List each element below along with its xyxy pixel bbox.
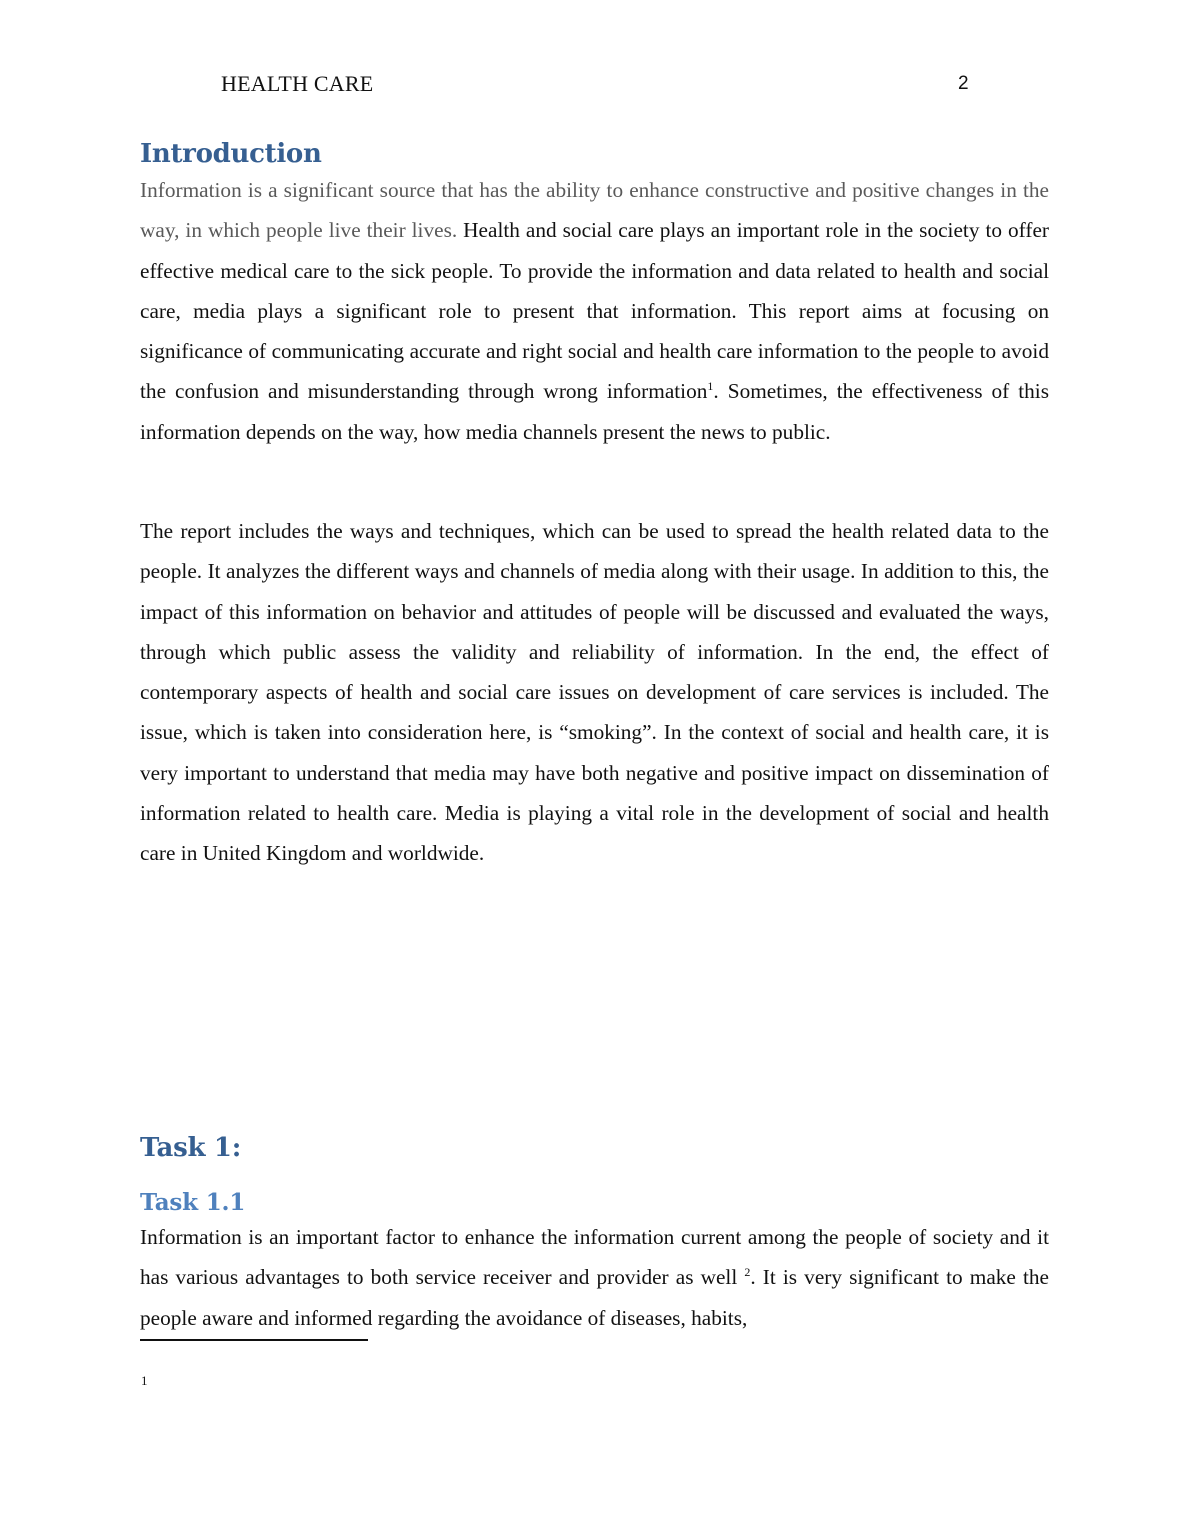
footnote-ref-2[interactable]: 2 [744, 1265, 751, 1280]
page-number: 2 [958, 73, 969, 94]
task1-heading: Task 1: [140, 1133, 241, 1163]
task1-1-heading: Task 1.1 [140, 1189, 246, 1216]
intro-text-b: . Sometimes, the effectiveness of this information depends on the way, how media channels present the news to public. [140, 379, 1049, 444]
running-head: HEALTH CARE [221, 71, 374, 96]
intro-gray-text: Information is a significant source that has the ability to enhance constructive and positive changes in the way, in which people live their lives. [140, 178, 1049, 243]
task1-text-a: Information is an important factor to enhance the information current among the people of society and it has various advantages to both service receiver and provider as well [140, 1225, 1049, 1290]
introduction-heading: Introduction [140, 139, 322, 169]
intro-text-a: Health and social care plays an important role in the society to offer effective medical care to the sick people. To provide the information and data related to health and social care, media plays a significant role to present that information. This report aims at focusing on significance of communicating accurate and right social and health care information to the people to avoid the confusion and misunderstanding through wrong information [140, 218, 1049, 404]
introduction-paragraph-2: The report includes the ways and techniques, which can be used to spread the health related data to the people. It analyzes the different ways and channels of media along with their usage. In addition to this, the impact of this information on behavior and attitudes of people will be discussed and evaluated the ways, through which public assess the validity and reliability of information. In the end, the effect of contemporary aspects of health and social care issues on development of care services is included. The issue, which is taken into consideration here, is “smoking”. In the context of social and health care, it is very important to understand that media may have both negative and positive impact on dissemination of information related to health care. Media is playing a vital role in the development of social and health care in United Kingdom and worldwide. [140, 519, 1049, 866]
task1-text-b: . It is very significant to make the people aware and informed regarding the avoidance of diseases, habits, [140, 1265, 1049, 1330]
footnote-ref-1[interactable]: 1 [707, 379, 714, 394]
introduction-paragraph-1 [140, 170, 1049, 452]
task1-paragraph-1 [140, 1217, 1049, 1338]
footnote-mark: 1 [141, 1373, 148, 1388]
footnote-separator [140, 1339, 368, 1341]
